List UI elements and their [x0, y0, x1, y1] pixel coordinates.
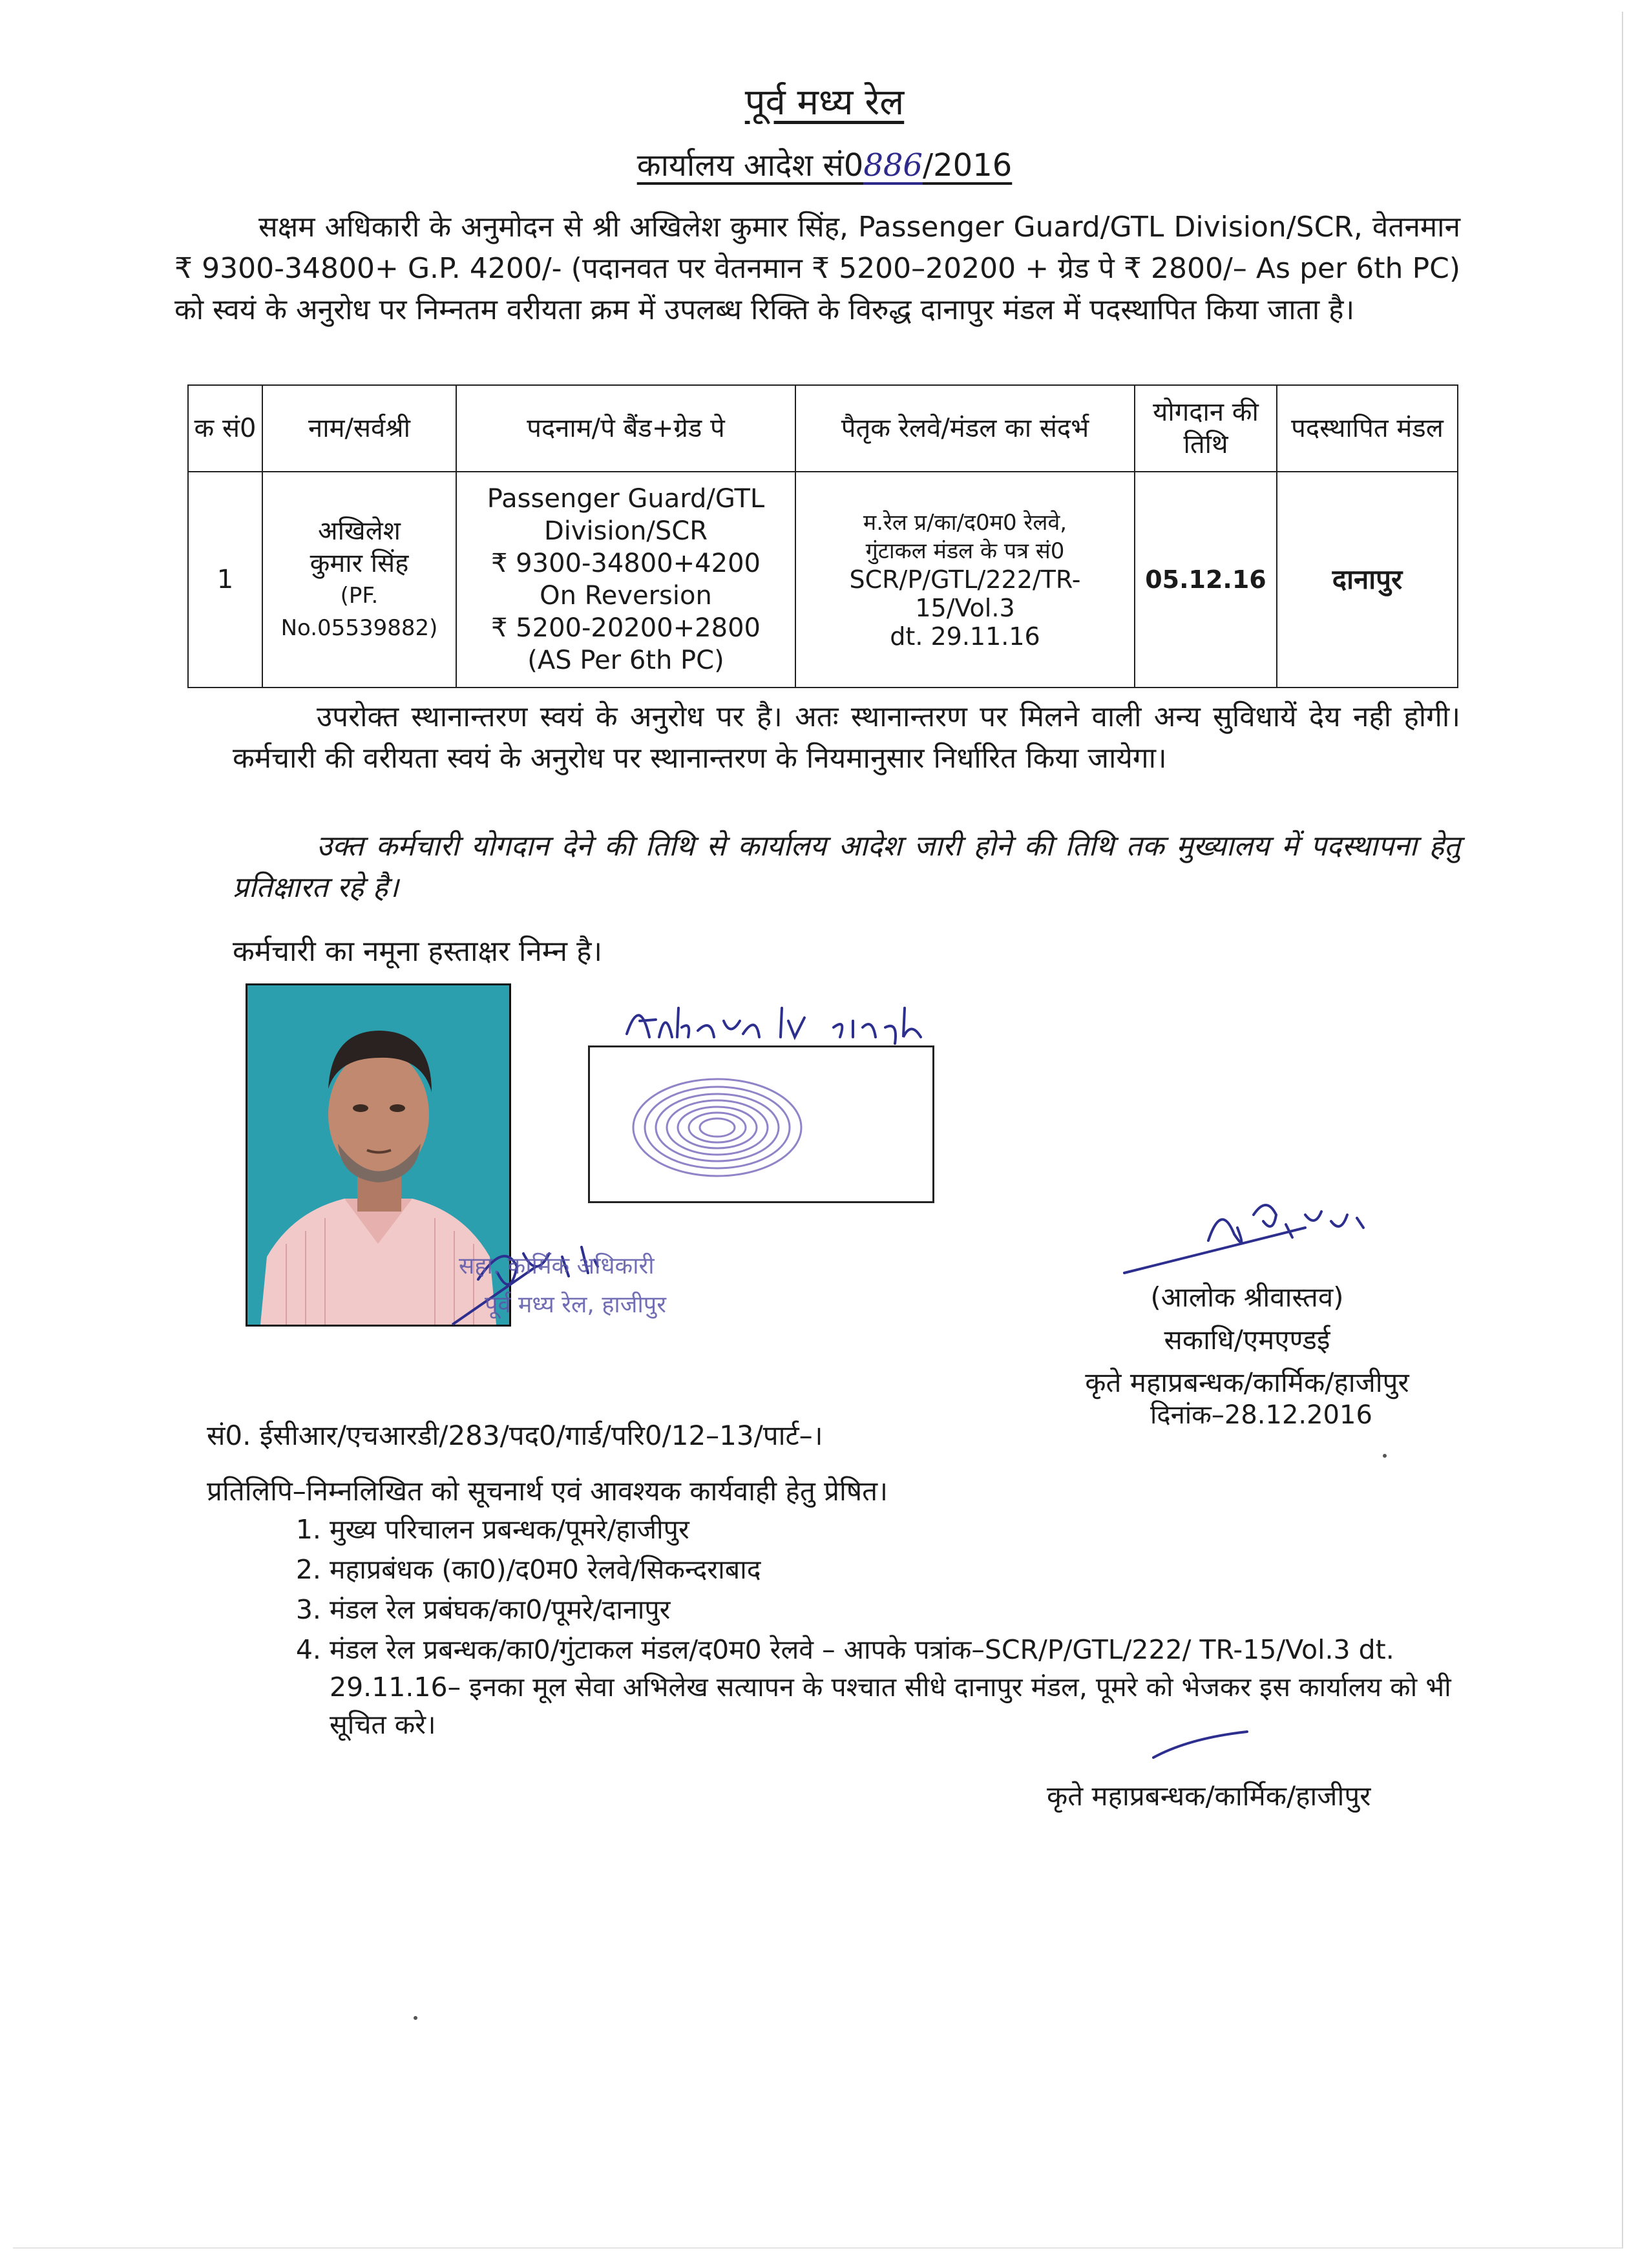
reference-line: म.रेल प्र/का/द0म0 रेलवे,	[863, 510, 1067, 536]
reference-number: सं0. ईसीआर/एचआरडी/283/पद0/गार्ड/परि0/12–13/पार्ट–।	[207, 1420, 823, 1451]
header-posted-division: पदस्थापित मंडल	[1277, 385, 1458, 472]
header-joining-date: योगदान की तिथि	[1135, 385, 1277, 472]
signoff-initials	[1150, 1725, 1254, 1764]
signoff-line: कृते महाप्रबन्धक/कार्मिक/हाजीपुर	[1047, 1780, 1371, 1812]
table-header-row	[188, 385, 1458, 472]
list-item: 1. मुख्य परिचालन प्रबन्धक/पूमरे/हाजीपुर	[330, 1511, 1486, 1548]
header-serial: क सं0	[188, 385, 262, 472]
signatory-name: (आलोक श्रीवास्तव)	[1150, 1281, 1344, 1313]
designation-line: (AS Per 6th PC)	[527, 646, 724, 675]
office-stamp	[459, 1247, 666, 1325]
reference-line: dt. 29.11.16	[890, 622, 1040, 651]
thumb-impression	[620, 1066, 814, 1182]
reference-line: गुंटाकल मंडल के पत्र सं0	[865, 538, 1065, 564]
cell-posted-division: दानापुर	[1277, 472, 1458, 688]
stamp-line: सहा. कार्मिक अधिकारी	[459, 1253, 655, 1279]
reference-line: SCR/P/GTL/222/TR-	[849, 565, 1081, 594]
signatory-on-behalf: कृते महाप्रबन्धक/कार्मिक/हाजीपुर	[1085, 1367, 1409, 1398]
copy-list	[291, 1511, 1486, 1746]
cell-name	[262, 472, 456, 688]
employee-signature	[620, 982, 982, 1053]
cell-reference	[795, 472, 1135, 688]
name-line: कुमार सिंह	[310, 549, 409, 578]
designation-line: On Reversion	[540, 581, 712, 611]
header-reference: पैतृक रेलवे/मंडल का संदर्भ	[795, 385, 1135, 472]
order-number-handwritten: 886	[863, 147, 923, 184]
stamp-line: पूर्व मध्य रेल, हाजीपुर	[485, 1292, 666, 1318]
waiting-paragraph: उक्त कर्मचारी योगदान देने की तिथि से कार्यालय आदेश जारी होने की तिथि तक मुख्यालय में पदस्थापना हेतु प्रतिक्षारत रहे है।	[233, 830, 1460, 904]
scan-speck	[414, 2016, 417, 2020]
header-name: नाम/सर्वश्री	[262, 385, 456, 472]
signatory-block	[1014, 1276, 1480, 1404]
order-suffix: /2016	[922, 147, 1013, 184]
designation-line: Passenger Guard/GTL	[487, 484, 765, 514]
organization-title: पूर्व मध्य रेल	[744, 81, 905, 123]
header-designation: पदनाम/पे बैंड+ग्रेड पे	[456, 385, 795, 472]
order-title	[0, 143, 1649, 185]
list-item: 3. मंडल रेल प्रबंघक/का0/पूमरे/दानापुर	[330, 1591, 1486, 1628]
designation-line: Division/SCR	[543, 516, 708, 546]
officer-signature	[1098, 1189, 1409, 1286]
cell-designation	[456, 472, 795, 688]
copy-heading: प्रतिलिपि–निम्नलिखित को सूचनार्थ एवं आवश्यक कार्यवाही हेतु प्रेषित।	[207, 1475, 888, 1507]
order-prefix: कार्यालय आदेश सं0	[636, 147, 864, 184]
name-line: अखिलेश	[318, 516, 401, 546]
list-item: 2. महाप्रबंधक (का0)/द0म0 रेलवे/सिकन्दराबाद	[330, 1551, 1486, 1588]
signatory-designation: सकाधि/एमएण्डई	[1164, 1324, 1330, 1356]
pf-line: No.05539882)	[280, 615, 438, 641]
conditions-paragraph: उपरोक्त स्थानान्तरण स्वयं के अनुरोध पर है। अतः स्थानान्तरण पर मिलने वाली अन्य सुविधायें देय नही होगी। कर्मचारी की वरीयता स्वयं के अनुरोध पर स्थानान्तरण के नियमानुसार निर्धारित किया जायेगा।	[233, 700, 1460, 775]
pf-line: (PF.	[340, 583, 379, 609]
reference-line: 15/Vol.3	[915, 594, 1015, 622]
sample-signature-caption: कर्मचारी का नमूना हस्ताक्षर निम्न है।	[233, 935, 603, 968]
cell-joining-date: 05.12.16	[1135, 472, 1277, 688]
table-row	[188, 472, 1458, 688]
intro-paragraph: सक्षम अधिकारी के अनुमोदन से श्री अखिलेश कुमार सिंह, Passenger Guard/GTL Division/SCR, वेतनमान ₹ 9300-34800+ G.P. 4200/- (पदानवत पर वेतनमान ₹ 5200–20200 + ग्रेड पे ₹ 2800/– As per 6th PC) को स्वयं के अनुरोध पर निम्नतम वरीयता क्रम में उपलब्ध रिक्ति के विरुद्ध दानापुर मंडल में पदस्थापित किया जाता है।	[174, 211, 1460, 326]
designation-line: ₹ 5200-20200+2800	[491, 613, 761, 643]
designation-line: ₹ 9300-34800+4200	[491, 549, 761, 578]
order-date: दिनांक–28.12.2016	[1150, 1400, 1372, 1430]
scan-speck	[1383, 1454, 1387, 1458]
cell-serial: 1	[188, 472, 262, 688]
list-item: 4. मंडल रेल प्रबन्धक/का0/गुंटाकल मंडल/द0म0 रेलवे – आपके पत्रांक–SCR/P/GTL/222/ TR-15/Vol.3 dt. 29.11.16– इनका मूल सेवा अभिलेख सत्यापन के पश्चात सीधे दानापुर मंडल, पूमरे को भेजकर इस कार्यालय को भी सूचित करे।	[330, 1631, 1486, 1743]
posting-table	[187, 384, 1458, 688]
